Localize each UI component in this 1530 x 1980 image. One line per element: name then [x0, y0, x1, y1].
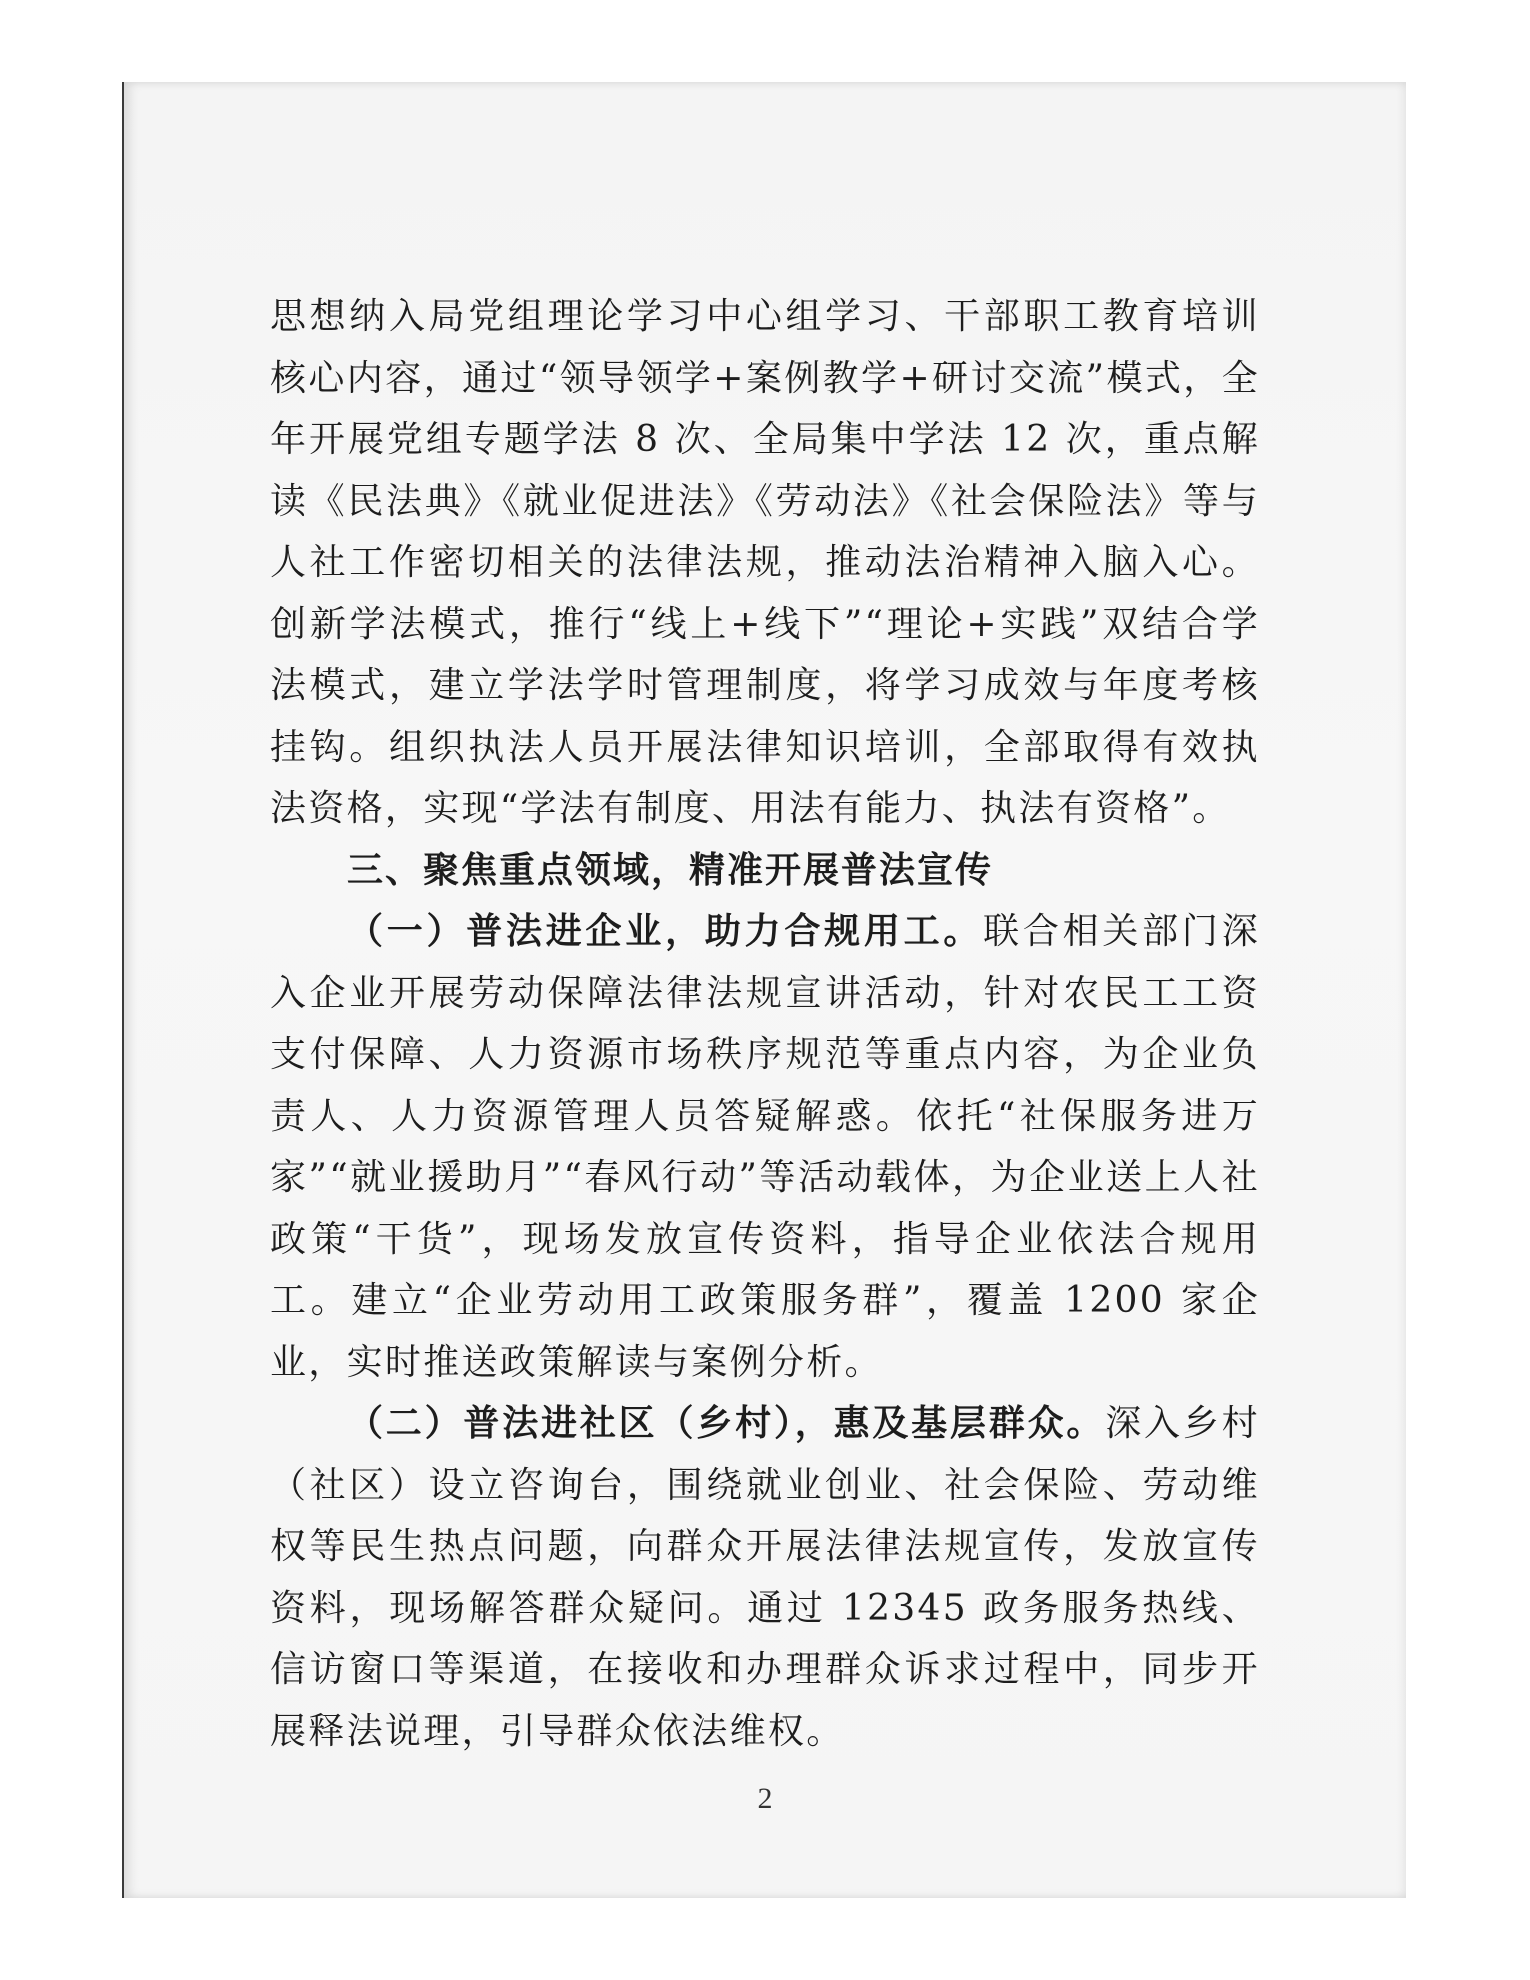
section-heading: 三、聚焦重点领域，精准开展普法宣传: [347, 849, 994, 891]
continued-paragraph: [270, 286, 1260, 840]
subsection-paragraph-1: [270, 901, 1260, 1393]
paragraph-text: 思想纳入局党组理论学习中心组学习、干部职工教育培训核心内容，通过“领导领学+案例教学+研讨交流”模式，全年开展党组专题学法 8 次、全局集中学法 12 次，重点解读《民法典》《就业促进法》《劳动法》《社会保险法》等与人社工作密切相关的法律法规，推动法治精神入脑入心。创新学法模式，推行“线上+线下”“理论+实践”双结合学法模式，建立学法学时管理制度，将学习成效与年度考核挂钩。组织执法人员开展法律知识培训，全部取得有效执法资格，实现“学法有制度、用法有能力、执法有资格”。: [270, 296, 1260, 829]
subsection-lead: （二）普法进社区（乡村），惠及基层群众。: [347, 1403, 1106, 1444]
page-number: 2: [757, 1782, 773, 1815]
subsection-text: 深入乡村（社区）设立咨询台，围绕就业创业、社会保险、劳动维权等民生热点问题，向群众开展法律法规宣传，发放宣传资料，现场解答群众疑问。通过 12345 政务服务热线、信访窗口等渠道，在接收和办理群众诉求过程中，同步开展释法说理，引导群众依法维权。: [270, 1403, 1260, 1752]
subsection-text: 联合相关部门深入企业开展劳动保障法律法规宣讲活动，针对农民工工资支付保障、人力资源市场秩序规范等重点内容，为企业负责人、人力资源管理人员答疑解惑。依托“社保服务进万家”“就业援助月”“春风行动”等活动载体，为企业送上人社政策“干货”，现场发放宣传资料，指导企业依法合规用工。建立“企业劳动用工政策服务群”，覆盖 1200 家企业，实时推送政策解读与案例分析。: [270, 911, 1260, 1383]
subsection-paragraph-2: [270, 1393, 1260, 1762]
document-body: [270, 286, 1260, 1762]
subsection-lead: （一）普法进企业，助力合规用工。: [347, 911, 984, 952]
